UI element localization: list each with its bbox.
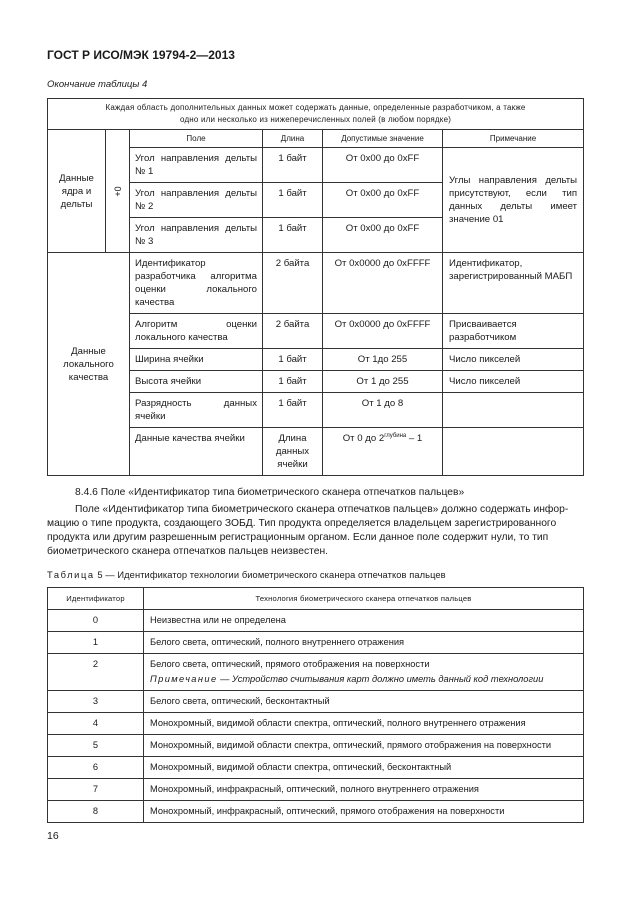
id-cell: 2 (48, 654, 144, 691)
table4-note-line2: одно или несколько из нижеперечисленных полей (в любом порядке) (179, 115, 452, 124)
values-cell: От 1 до 255 (323, 371, 443, 393)
table4-caption: Окончание таблицы 4 (47, 79, 148, 90)
field-cell: Угол направления дельты № 3 (130, 218, 263, 253)
tech-cell: Монохромный, инфракрасный, оптический, полного внутреннего отражения (144, 779, 584, 801)
table-row (48, 779, 584, 801)
tech-cell (144, 654, 584, 691)
tech-text: Белого света, оптический, прямого отображения на поверхности (150, 659, 430, 669)
values-exponent: глубина (384, 433, 407, 439)
remark-cell: Присваивается разработчиком (443, 314, 584, 349)
field-cell: Разрядность данных ячейки (130, 393, 263, 428)
remark-cell: Идентификатор, зарегистрированный МАБП (443, 253, 584, 314)
id-cell: 5 (48, 735, 144, 757)
length-cell: 1 байт (263, 183, 323, 218)
tech-cell: Белого света, оптический, бесконтактный (144, 691, 584, 713)
table5 (47, 587, 584, 823)
values-cell: От 0x00 до 0xFF (323, 183, 443, 218)
table5-caption-label: Таблица (47, 570, 95, 580)
table5-caption (47, 570, 446, 580)
table-row (48, 801, 584, 823)
length-cell: 1 байт (263, 393, 323, 428)
tech-cell: Белого света, оптический, полного внутреннего отражения (144, 632, 584, 654)
paragraph-line: Поле «Идентификатор типа биометрического сканера отпечатков пальцев» должно содержать инфор- (75, 504, 569, 515)
col-header-field: Поле (130, 130, 263, 148)
id-cell: 6 (48, 757, 144, 779)
table5-note (150, 673, 577, 686)
id-cell: 7 (48, 779, 144, 801)
id-cell: 1 (48, 632, 144, 654)
field-cell: Угол направления дельты № 2 (130, 183, 263, 218)
field-cell: Высота ячейки (130, 371, 263, 393)
col-header-values: Допустимые значение (323, 130, 443, 148)
remark-cell (443, 393, 584, 428)
table-row (48, 735, 584, 757)
length-cell: 2 байта (263, 314, 323, 349)
id-cell: 3 (48, 691, 144, 713)
values-cell (323, 428, 443, 476)
field-cell: Идентификатор разработчика алгоритма оценки локального качества (130, 253, 263, 314)
note-text: — Устройство считывания карт должно иметь данный код технологии (217, 674, 544, 684)
table4-note (48, 99, 584, 130)
values-cell: От 0x00 до 0xFF (323, 148, 443, 183)
values-cell: От 0x0000 до 0xFFFF (323, 314, 443, 349)
field-cell: Угол направления дельты № 1 (130, 148, 263, 183)
section-paragraph (47, 503, 583, 559)
remark-cell (443, 428, 584, 476)
remark-cell: Число пикселей (443, 349, 584, 371)
length-cell: 1 байт (263, 218, 323, 253)
section-title: 8.4.6 Поле «Идентификатор типа биометрического сканера отпечатков пальцев» (75, 487, 465, 498)
document-header: ГОСТ Р ИСО/МЭК 19794-2—2013 (47, 48, 235, 62)
tech-cell: Монохромный, видимой области спектра, оптический, бесконтактный (144, 757, 584, 779)
group-core-delta-label: Данные ядра и дельты (48, 130, 106, 253)
tech-cell: Монохромный, видимой области спектра, оптический, прямого отображения на поверхности (144, 735, 584, 757)
field-cell: Ширина ячейки (130, 349, 263, 371)
values-cell: От 0x00 до 0xFF (323, 218, 443, 253)
field-cell: Данные качества ячейки (130, 428, 263, 476)
values-pre: От 0 до 2 (342, 433, 385, 444)
paragraph-line: биометрического сканера отпечатков пальцев неизвестен. (47, 546, 329, 557)
table-row (48, 757, 584, 779)
tech-cell: Монохромный, видимой области спектра, оптический, полного внутреннего отражения (144, 713, 584, 735)
remark-cell: Число пикселей (443, 371, 584, 393)
table-row (48, 691, 584, 713)
tech-cell: Монохромный, инфракрасный, оптический, прямого отображения на поверхности (144, 801, 584, 823)
length-cell: 2 байта (263, 253, 323, 314)
length-cell: 1 байт (263, 148, 323, 183)
values-cell: От 0x0000 до 0xFFFF (323, 253, 443, 314)
id-cell: 0 (48, 610, 144, 632)
table4-note-line1: Каждая область дополнительных данных может содержать данные, определенные разработчиком, а также (105, 103, 526, 112)
count-text: 0+ (112, 185, 123, 197)
col-header-remark: Примечание (443, 130, 584, 148)
values-cell: От 1 до 8 (323, 393, 443, 428)
values-post: – 1 (406, 433, 423, 444)
tech-cell: Неизвестна или не определена (144, 610, 584, 632)
group-core-delta-count (106, 130, 130, 253)
paragraph-line: продукта или другим разрешенным регистрационным органом. Если данное поле содержит нули, то тип (47, 532, 549, 543)
id-cell: 8 (48, 801, 144, 823)
table-row (48, 610, 584, 632)
col-header-length: Длина (263, 130, 323, 148)
col-header-id: Идентификатор (48, 588, 144, 610)
table-row (48, 713, 584, 735)
note-label: Примечание (150, 674, 218, 684)
table5-caption-text: 5 — Идентификатор технологии биометрического сканера отпечатков пальцев (97, 570, 446, 580)
length-cell: Длина данных ячейки (263, 428, 323, 476)
field-cell: Алгоритм оценки локального качества (130, 314, 263, 349)
group-local-quality-label: Данные локального качества (48, 253, 130, 476)
remark-cell: Углы направления дельты присутствуют, если тип данных дельты имеет значение 01 (443, 148, 584, 253)
id-cell: 4 (48, 713, 144, 735)
table-row (48, 632, 584, 654)
table-row (48, 253, 584, 314)
col-header-tech: Технология биометрического сканера отпечатков пальцев (144, 588, 584, 610)
table4 (47, 98, 584, 476)
paragraph-line: мацию о типе продукта, создающего ЗОБД. Тип продукта определяется владельцем зарегистрированного (47, 518, 557, 529)
length-cell: 1 байт (263, 371, 323, 393)
page-number: 16 (47, 830, 59, 842)
table-row (48, 654, 584, 691)
values-cell: От 1до 255 (323, 349, 443, 371)
length-cell: 1 байт (263, 349, 323, 371)
